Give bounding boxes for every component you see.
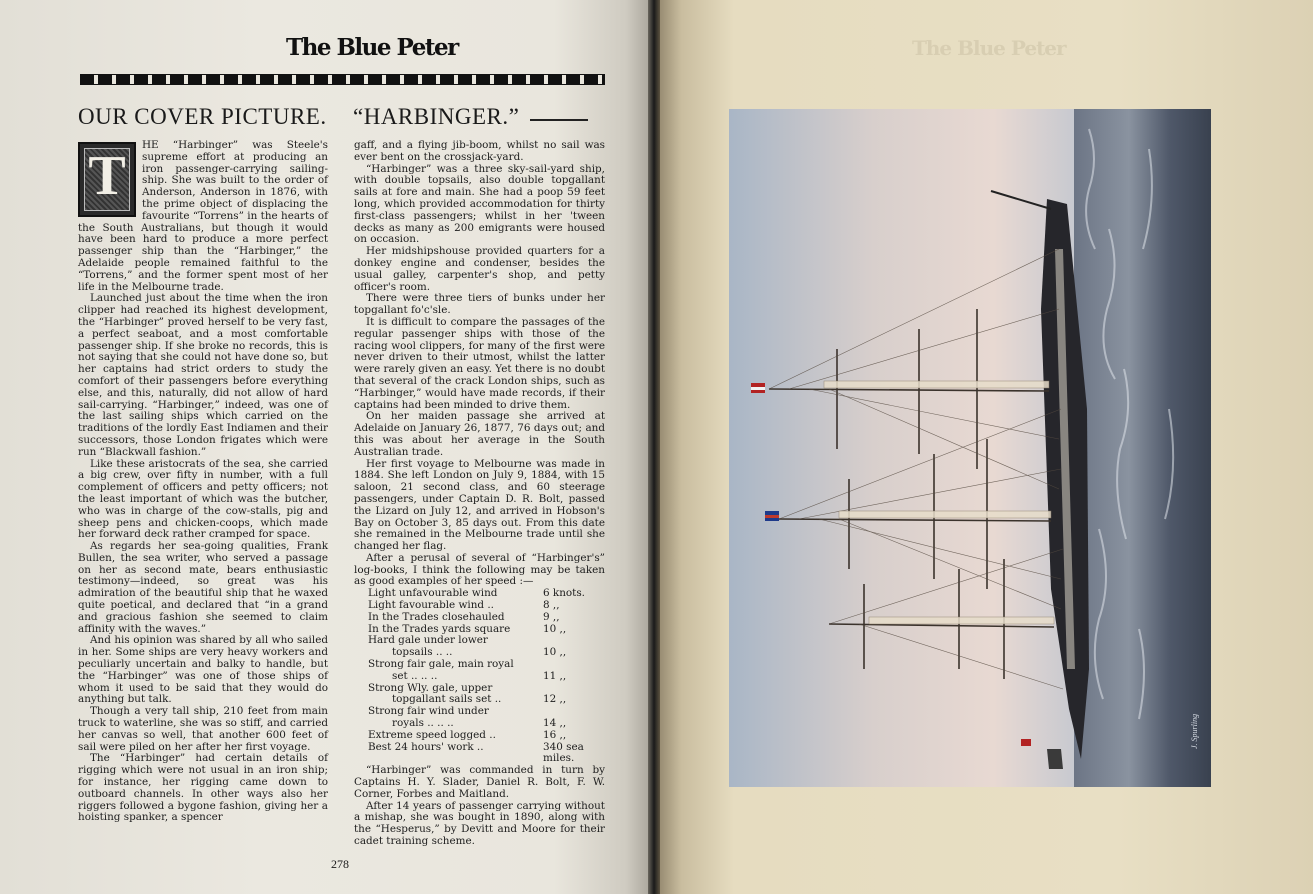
paragraph: “Harbinger” was commanded in turn by Captains H. Y. Slader, Daniel R. Bolt, F. W. Corner, Forbes and Maitland. — [354, 764, 605, 800]
paragraph: Her midshipshouse provided quarters for a donkey engine and condenser, besides the usual galley, carpenter's shop, and petty officer's room. — [354, 245, 605, 293]
speed-row — [354, 742, 605, 766]
paragraph: On her maiden passage she arrived at Adelaide on January 26, 1877, 76 days out; and this was about her average in the South Australian trade. — [354, 410, 605, 458]
drop-cap-ornament — [78, 142, 136, 217]
speed-table — [354, 588, 605, 765]
headline-part2: “HARBINGER.” — [353, 104, 520, 129]
painter-signature: J. Spurling — [1190, 713, 1199, 749]
speed-condition: set .. .. .. — [392, 669, 438, 682]
paragraph: It is difficult to compare the passages of the regular passenger ships with those of the racing wool clippers, for many of the first were never driven to their utmost, whilst the latter were rarely given an easy. Yet there is no doubt that several of the crack London ships, such as “Harbinger,” would have made records, if their captains had been minded to drive them. — [354, 315, 605, 411]
sea — [1074, 109, 1211, 787]
article-headline — [78, 104, 520, 130]
speed-condition: Light unfavourable wind — [368, 587, 498, 600]
speed-condition: Strong fair gale, main royal — [368, 658, 514, 671]
paragraph: And his opinion was shared by all who sailed in her. Some ships are very heavy workers and peculiarly uncertain and balky to handle, but the “Harbinger” was one of those ships of whom it used to be said that they would do anything but talk. — [78, 634, 328, 706]
speed-condition: Strong Wly. gale, upper — [368, 681, 493, 694]
paragraph: Like these aristocrats of the sea, she carried a big crew, over fifty in number, with a full complement of officers and petty officers; not the least important of which was the butcher, who was in charge of the cow-stalls, pig and sheep pens and chicken-coops, which made her forward deck rather cramped for space. — [78, 457, 328, 541]
speed-value: 14 ,, — [543, 717, 567, 730]
paragraph: Her first voyage to Melbourne was made in 1884. She left London on July 9, 1884, with 15 saloon, 21 second class, and 60 steerage passengers, under Captain D. R. Bolt, passed the Lizard on July 12, and arrived in Hobson's Bay on October 3, 85 days out. From this date she remained in the Melbourne trade until she changed her flag. — [354, 457, 605, 553]
speed-value: 10 ,, — [543, 646, 567, 659]
paragraph: The “Harbinger” had certain details of rigging which were not usual in an iron ship; for instance, her rigging came down to outboard channels. In other ways also her riggers followed a bygone fashion, giving her a hoisting spanker, a spencer — [78, 752, 328, 824]
speed-value: 6 knots. — [543, 587, 585, 600]
speed-condition: topgallant sails set .. — [392, 693, 502, 706]
speed-row — [354, 730, 605, 742]
speed-value: 8 ,, — [543, 599, 560, 612]
speed-row — [354, 612, 605, 624]
ship-painting — [729, 109, 1211, 787]
bleed-through-masthead: The Blue Peter — [912, 36, 1066, 60]
speed-condition: Hard gale under lower — [368, 634, 488, 647]
paragraph: gaff, and a flying jib-boom, whilst no sail was ever bent on the crossjack-yard. — [354, 139, 605, 163]
article-column-2 — [354, 140, 605, 848]
page-number: 278 — [331, 857, 349, 871]
paragraph: Launched just about the time when the iron clipper had reached its highest development, the “Harbinger” proved herself to be very fast, a perfect seaboat, and a most comfortable passenger ship. If she broke no records, this is not saying that she could not have done so, but her captains had strict orders to study the comfort of their passengers before everything else, and this, naturally, did not allow of hard sail-carrying. “Harbinger,” indeed, was one of the last sailing ships which carried on the traditions of the lordly East Indiamen and their successors, those London frigates which were run “Blackwall fashion.” — [78, 292, 328, 458]
speed-value: 11 ,, — [543, 669, 567, 682]
paragraph: As regards her sea-going qualities, Frank Bullen, the sea writer, who served a passage on her as second mate, bears enthusiastic testimony—indeed, so great was his admiration of the beautiful ship that he waxed quite poetical, and declared that “in a grand and gracious fashion she seemed to claim affinity with the waves.” — [78, 540, 328, 635]
ship-painting-plate — [729, 109, 1211, 787]
paragraph: “Harbinger” was a three sky-sail-yard ship, with double topsails, also double topgallant sails at fore and main. She had a poop 59 feet long, which provided accommodation for thirty first-class passengers; whilst in her 'tween decks as many as 200 emigrants were housed on occasion. — [354, 162, 605, 246]
speed-condition: Extreme speed logged .. — [368, 728, 496, 741]
book-gutter — [648, 0, 660, 894]
speed-condition: Best 24 hours' work .. — [368, 740, 484, 753]
speed-value: 12 ,, — [543, 693, 567, 706]
article-column-1 — [78, 140, 328, 824]
speed-condition: Strong fair wind under — [368, 705, 489, 718]
speed-condition: In the Trades closehauled — [368, 610, 505, 623]
speed-row — [354, 671, 605, 683]
drop-cap-letter: T — [88, 145, 126, 207]
headline-part1: OUR COVER PICTURE. — [78, 104, 327, 129]
speed-value: 340 sea miles. — [543, 740, 584, 765]
paragraph: After a perusal of several of “Harbinger's” log-books, I think the following may be taken as good examples of her speed :— — [354, 551, 605, 588]
masthead-title: The Blue Peter — [286, 34, 458, 61]
paragraph: Though a very tall ship, 210 feet from main truck to waterline, she was so stiff, and carried her canvas so well, that another 600 feet of sail were piled on her after her first voyage. — [78, 705, 328, 753]
headline-dash — [530, 119, 588, 121]
speed-value: 10 ,, — [543, 622, 567, 635]
speed-condition: In the Trades yards square — [368, 622, 511, 635]
paragraph: There were three tiers of bunks under her topgallant fo'c'sle. — [354, 292, 605, 317]
paragraph: After 14 years of passenger carrying without a mishap, she was bought in 1890, along with the “Hesperus,” by Devitt and Moore for their cadet training scheme. — [354, 799, 605, 848]
masthead-rule — [80, 74, 605, 85]
tug-boat — [1047, 749, 1063, 769]
speed-condition: royals .. .. .. — [392, 717, 454, 730]
paragraph: HE “Harbinger” was Steele's supreme effort at producing an iron passenger-carrying sailing-ship. She was built to the order of Anderson, Anderson in 1876, with the prime object of displacing the favourite “Torrens” in the hearts of the South Australians, but though it would have been hard to produce a more perfect passenger ship than the “Harbinger,” the Adelaide people remained faithful to the “Torrens,” and the former spent most of her life in the Melbourne trade. — [78, 139, 328, 293]
speed-value: 16 ,, — [543, 728, 567, 741]
speed-value: 9 ,, — [543, 610, 560, 623]
speed-condition: Light favourable wind .. — [368, 599, 494, 612]
speed-condition: topsails .. .. — [392, 646, 453, 659]
